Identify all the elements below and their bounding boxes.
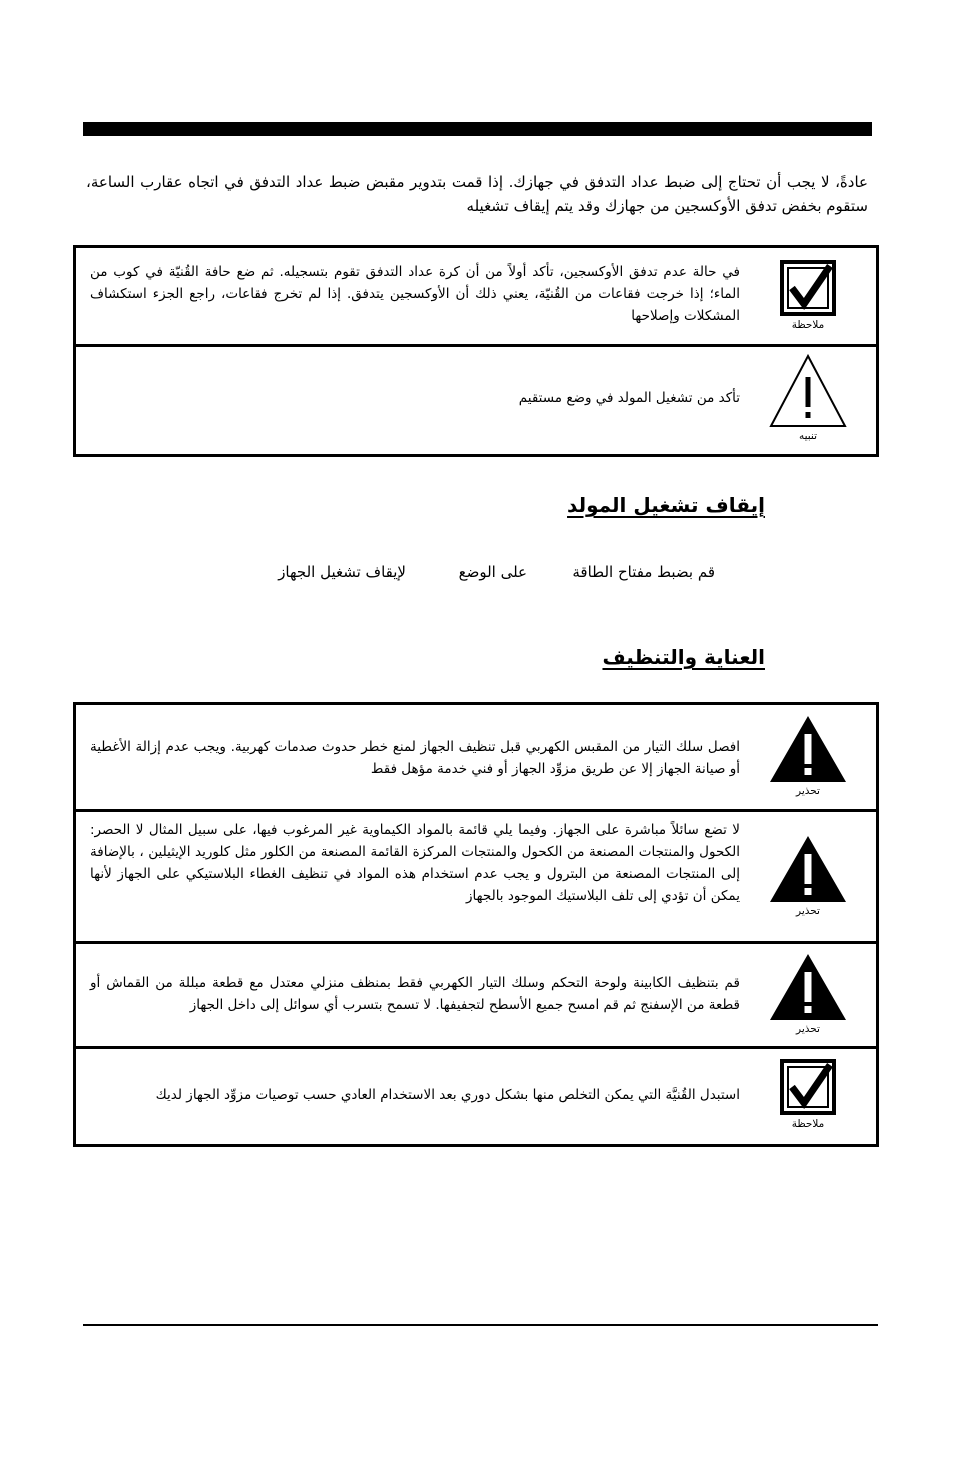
shutdown-step-2: على الوضع [458, 563, 527, 581]
checkmark-note-icon [768, 1057, 848, 1130]
notice-box-top [73, 245, 879, 457]
warning-row-3 [76, 944, 876, 1049]
note-label: ملاحظة [791, 1118, 825, 1130]
note-row [76, 248, 876, 347]
warning-text-1: افصل سلك التيار من المقبس الكهربي قبل تنظيف الجهاز لمنع خطر حدوث صدمات كهربية. ويجب عدم إزالة الأغطية أو صيانة الجهاز إلا عن طريق مزوِّد الجهاز أو فني خدمة مؤهل فقط [90, 739, 740, 777]
warning-triangle-icon [768, 714, 848, 797]
note-label: ملاحظة [791, 319, 825, 331]
warning-text-3: قم بتنظيف الكابينة ولوحة التحكم وسلك التيار الكهربي فقط بمنظف منزلي معتدل مع قطعة مبللة من القماش أو قطعة من الإسفنج ثم قم امسح جميع الأسطح لتجفيفها. لا تسمح بتسرب أي سوائل إلى داخل الجهاز [90, 975, 740, 1013]
caution-triangle-icon [768, 353, 848, 442]
warning-triangle-icon [768, 834, 848, 917]
warning-label: تحذير [796, 785, 820, 797]
warning-label: تحذير [796, 905, 820, 917]
shutdown-step-3: لإيقاف تشغيل الجهاز [278, 563, 406, 581]
warning-row-2 [76, 812, 876, 944]
checkmark-note-icon [768, 258, 848, 331]
warning-row-1 [76, 705, 876, 812]
shutdown-step-1: قم بضبط مفتاح الطاقة [572, 563, 715, 581]
caution-label: تنبيه [798, 430, 818, 442]
intro-paragraph: عادةً، لا يجب أن تحتاج إلى ضبط عداد التدفق في جهازك. إذا قمت بتدوير مقبض ضبط عداد التدفق في اتجاه عقارب الساعة، ستقوم بخفض تدفق الأوكسجين من جهازك وقد يتم إيقاف تشغيله [86, 173, 868, 215]
warning-text-2: لا تضع سائلاً مباشرة على الجهاز. وفيما يلي قائمة بالمواد الكيماوية غير المرغوب فيها، على سبيل المثال لا الحصر: الكحول والمنتجات المصنعة من الكحول والمنتجات المركزة القائمة المصنعة من الكلور مثل كلوريد الإيثيلين ، بالإضافة إلى المنتجات المصنعة من البترول و يجب عدم استخدام هذه المواد في تنظيف الغطاء البلاستيكي على الجهاز لأنها يمكن أن تؤدي إلى تلف البلاستيك الموجود بالجهاز [90, 822, 740, 904]
section-heading-shutdown: إيقاف تشغيل المولد [567, 493, 765, 517]
caution-text: تأكد من تشغيل المولد في وضع مستقيم [518, 390, 740, 406]
warning-label: تحذير [796, 1023, 820, 1035]
note-text-care: استبدل القُنيَّة التي يمكن التخلص منها بشكل دوري بعد الاستخدام العادي حسب توصيات مزوِّد الجهاز لديك [155, 1087, 740, 1103]
footer-rule [83, 1324, 878, 1326]
note-row-care [76, 1049, 876, 1144]
notice-box-care [73, 702, 879, 1147]
section-heading-care: العناية والتنظيف [602, 645, 765, 669]
warning-triangle-icon [768, 952, 848, 1035]
note-text: في حالة عدم تدفق الأوكسجين، تأكد أولاً من أن كرة عداد التدفق تقوم بتسجيله. ثم ضع حافة القُنيّة في كوب من الماء؛ إذا خرجت فقاعات من القُنيّة، يعني ذلك أن الأوكسجين يتدفق. إذا لم تخرج فقاعات، راجع الجزء استكشاف المشكلات وإصلاحها [90, 264, 740, 324]
caution-row [76, 347, 876, 454]
header-bar [83, 122, 872, 136]
